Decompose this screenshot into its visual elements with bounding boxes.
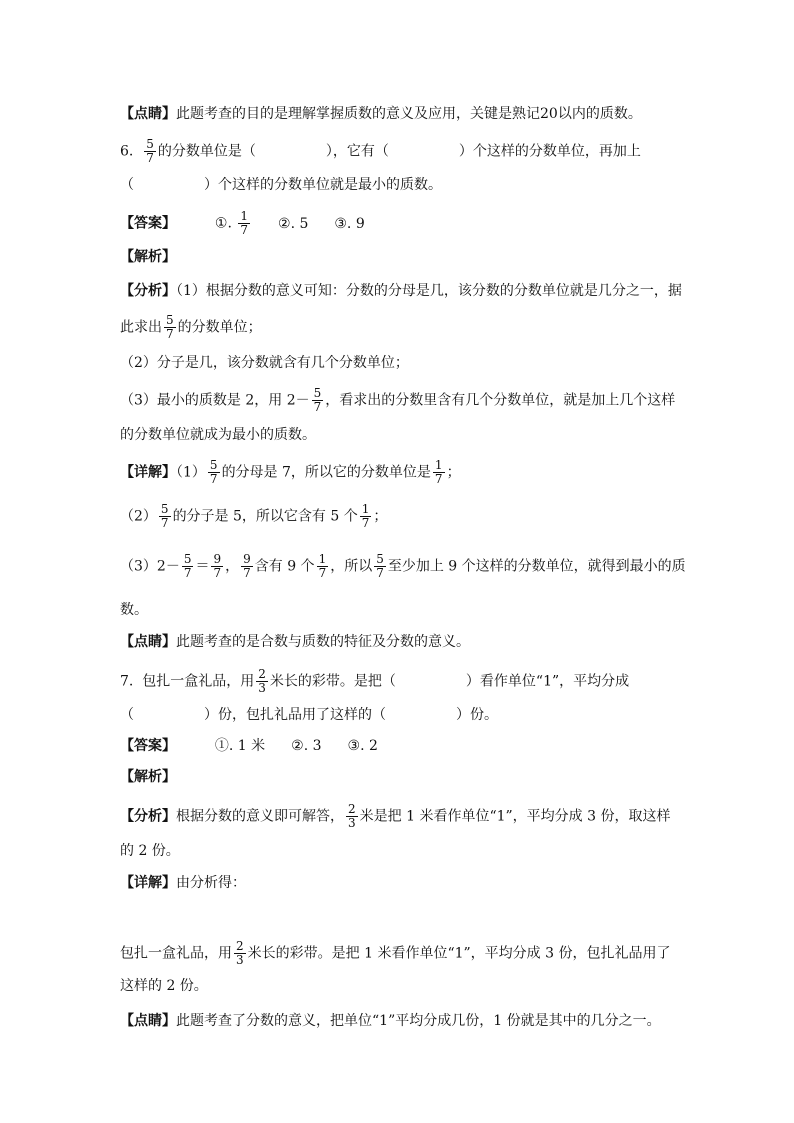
q7-number: 7. [120, 673, 134, 690]
q5-remark-text: 此题考查的目的是理解掌握质数的意义及应用，关键是熟记20以内的质数。 [176, 106, 642, 122]
q7-answer-3: ③. 2 [347, 738, 378, 754]
q6-answer-1: ①. $\frac{1}{7}$ [214, 209, 249, 237]
answer-label: 【答案】 [120, 215, 176, 232]
q6-analysis-label: 【解析】 [120, 249, 176, 265]
q7-fenxi-2: 的 2 份。 [120, 843, 180, 859]
q6-remark: 【点睛】此题考查的是合数与质数的特征及分数的意义。 [120, 634, 470, 650]
q6-stem-line-1: 6. $\frac{5}{7}$ 的分数单位是（ ），它有（ ）个这样的分数单位，再加上 [120, 137, 641, 165]
q6-number: 6. [120, 143, 134, 160]
q6-fenxi-3: （3）最小的质数是 2，用 2－ $\frac{5}{7}$ ，看求出的分数里含有几个分数单位，就是加上几个这样 [120, 386, 676, 414]
q7-stem-line-1: 7. 包扎一盒礼品，用 $\frac{2}{3}$ 米长的彩带。是把（ ）看作单位“1”，平均分成 [120, 667, 630, 695]
q7-analysis-label: 【解析】 [120, 769, 176, 785]
q6-fenxi-1: 【分析】（1）根据分数的意义可知：分数的分母是几，该分数的分数单位就是几分之一，据 [120, 283, 682, 299]
q6-detail-3: （3）2－ $\frac{5}{7}$ ＝ $\frac{9}{7}$ ， $\frac{9}{7}$ 含有 9 个 $\frac{1}{7}$ ，所以 $\frac{5}{7}$ 至少加上 9 个这样的分数单位，就得到最小的质 [120, 552, 686, 580]
q5-remark-line [120, 104, 642, 124]
q7-answer-line: 【答案】 ①. 1 米 ②. 3 ③. 2 [120, 738, 378, 754]
q7-fenxi-1: 【分析】根据分数的意义即可解答， $\frac{2}{3}$ 米是把 1 米看作单位“1”，平均分成 3 份，取这样 [120, 802, 671, 830]
q7-solution-1: 包扎一盒礼品，用 $\frac{2}{3}$ 米长的彩带。是把 1 米看作单位“1”，平均分成 3 份，包扎礼品用了 [120, 939, 671, 967]
q6-fenxi-1b: 此求出 $\frac{5}{7}$ 的分数单位； [120, 313, 262, 341]
q7-answer-2: ②. 3 [291, 738, 322, 754]
q6-answer-2: ②. 5 [278, 215, 309, 232]
q6-detail-2: （2） $\frac{5}{7}$ 的分子是 5，所以它含有 5 个 $\frac{1}{7}$ ； [120, 502, 388, 530]
q6-fenxi-3c: 的分数单位就成为最小的质数。 [120, 427, 316, 443]
q7-stem-line-2: （ ）份，包扎礼品用了这样的（ ）份。 [120, 707, 498, 723]
q6-detail-1: 【详解】（1） $\frac{5}{7}$ 的分母是 7，所以它的分数单位是 $\frac{1}{7}$ ； [120, 458, 461, 486]
q6-stem-line-2: （ ）个这样的分数单位就是最小的质数。 [120, 177, 442, 193]
q7-solution-2: 这样的 2 份。 [120, 978, 208, 994]
remark-label: 【点睛】 [120, 106, 176, 122]
q6-fenxi-2: （2）分子是几，该分数就含有几个分数单位； [120, 355, 409, 371]
q7-detail: 【详解】由分析得： [120, 875, 246, 891]
q6-answer-line [120, 210, 391, 237]
q6-detail-3b: 数。 [120, 602, 148, 618]
q7-remark: 【点睛】此题考查了分数的意义，把单位“1”平均分成几份，1 份就是其中的几分之一。 [120, 1013, 661, 1029]
fraction-5-7: $\frac{5}{7}$ [146, 137, 154, 165]
q6-answer-3: ③. 9 [334, 215, 365, 232]
q7-answer-1: ①. 1 米 [214, 738, 266, 754]
